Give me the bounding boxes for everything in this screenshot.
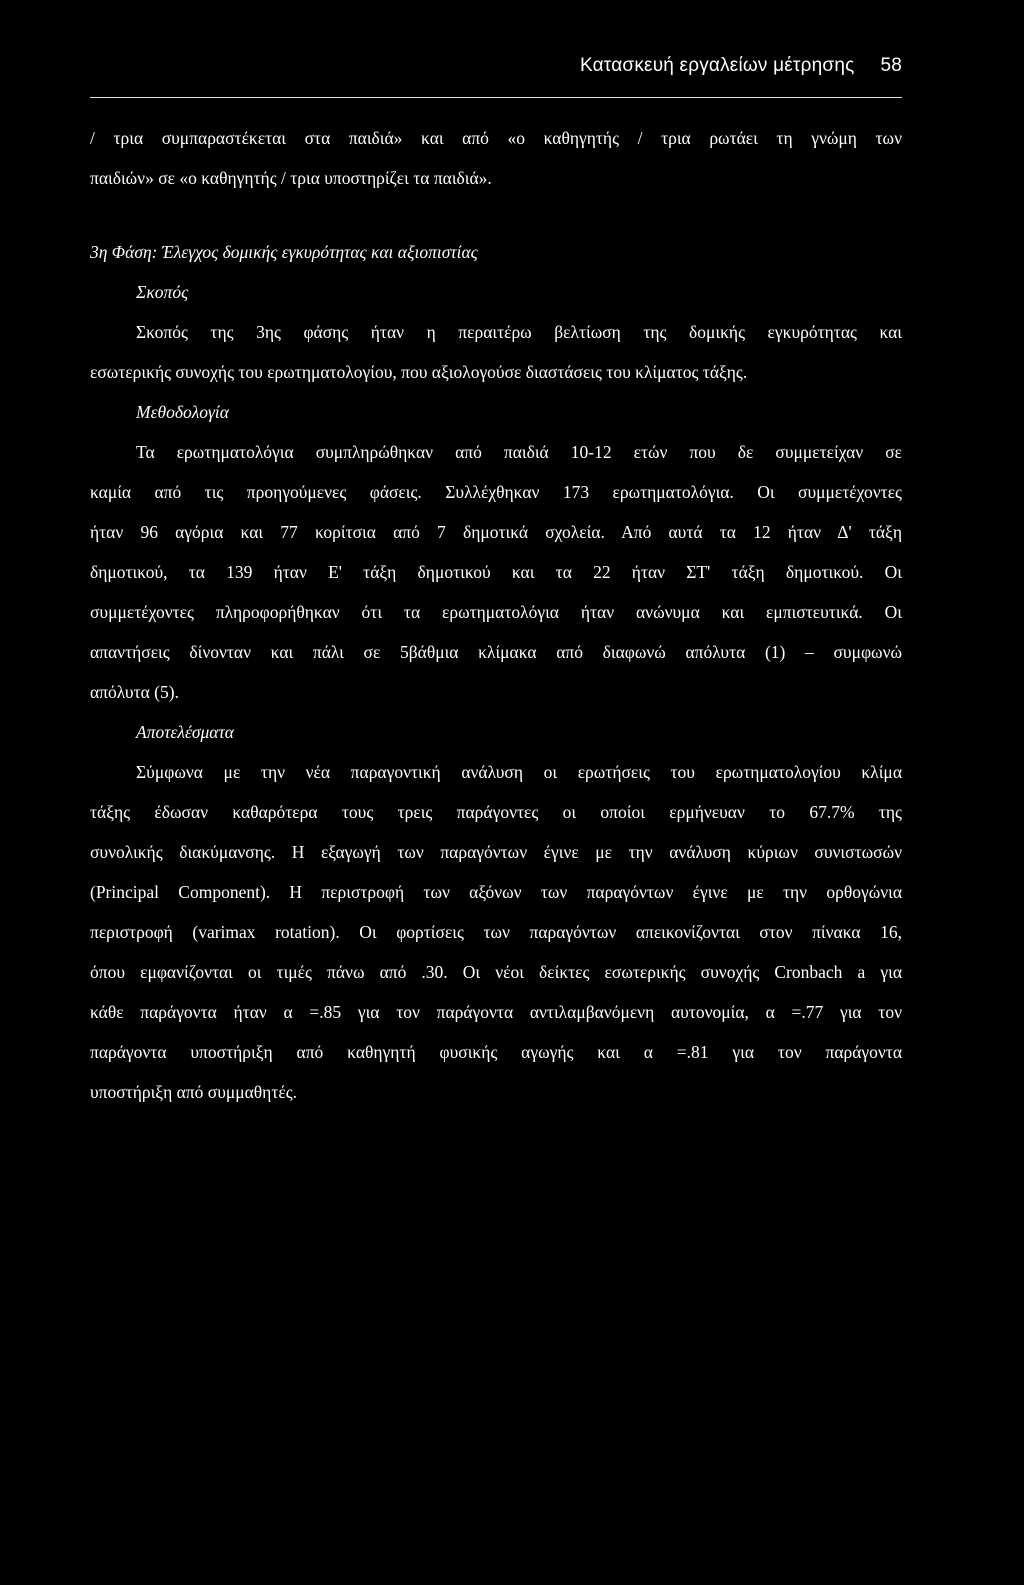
running-header (90, 55, 902, 77)
text-line: συνολικής διακύμανσης. Η εξαγωγή των παραγόντων έγινε με την ανάλυση κύριων συνιστωσών (90, 842, 902, 862)
text-line: ήταν 96 αγόρια και 77 κορίτσια από 7 δημοτικά σχολεία. Από αυτά τα 12 ήταν Δ' τάξη (90, 522, 902, 542)
header-rule (90, 97, 902, 98)
text-line: απόλυτα (5). (90, 682, 179, 702)
body-text (90, 118, 902, 1112)
text-line: όπου εμφανίζονται οι τιμές πάνω από .30. Οι νέοι δείκτες εσωτερικής συνοχής Cronbach a για (90, 962, 902, 982)
text-line: περιστροφή (varimax rotation). Οι φορτίσεις των παραγόντων απεικονίζονται στον πίνακα 16, (90, 922, 902, 942)
text-line: τάξης έδωσαν καθαρότερα τους τρεις παράγοντες οι οποίοι ερμήνευαν το 67.7% της (90, 802, 902, 822)
text-line: συμμετέχοντες πληροφορήθηκαν ότι τα ερωτηματολόγια ήταν ανώνυμα και εμπιστευτικά. Οι (90, 602, 902, 622)
page-number: 58 (880, 55, 902, 76)
text-line: Σκοπός της 3ης φάσης ήταν η περαιτέρω βελτίωση της δομικής εγκυρότητας και (136, 322, 902, 342)
text-line: κάθε παράγοντα ήταν α =.85 για τον παράγοντα αντιλαμβανόμενη αυτονομία, α =.77 για τον (90, 1002, 902, 1022)
text-line: απαντήσεις δίνονταν και πάλι σε 5βάθμια κλίμακα από διαφωνώ απόλυτα (1) – συμφωνώ (90, 642, 902, 662)
text-line: Τα ερωτηματολόγια συμπληρώθηκαν από παιδιά 10-12 ετών που δε συμμετείχαν σε (136, 442, 902, 462)
text-line: παιδιών» σε «ο καθηγητής / τρια υποστηρίζει τα παιδιά». (90, 168, 492, 188)
text-line: υποστήριξη από συμμαθητές. (90, 1082, 298, 1102)
subsection-heading-method: Μεθοδολογία (136, 402, 229, 422)
subsection-heading-aim: Σκοπός (136, 282, 189, 302)
text-line: εσωτερικής συνοχής του ερωτηματολογίου, που αξιολογούσε διαστάσεις του κλίματος τάξης. (90, 362, 748, 382)
subsection-heading-results: Αποτελέσματα (136, 722, 234, 742)
header-title: Κατασκευή εργαλείων μέτρησης (579, 55, 855, 76)
text-line: παράγοντα υποστήριξη από καθηγητή φυσικής αγωγής και α =.81 για τον παράγοντα (90, 1042, 902, 1062)
text-line: καμία από τις προηγούμενες φάσεις. Συλλέχθηκαν 173 ερωτηματολόγια. Οι συμμετέχοντες (90, 482, 902, 502)
text-line: (Principal Component). Η περιστροφή των αξόνων των παραγόντων έγινε με την ορθογώνια (90, 882, 902, 902)
text-line: / τρια συμπαραστέκεται στα παιδιά» και από «ο καθηγητής / τρια ρωτάει τη γνώμη των (90, 128, 902, 148)
section-heading: 3η Φάση: Έλεγχος δομικής εγκυρότητας και αξιοπιστίας (90, 242, 478, 262)
text-line: Σύμφωνα με την νέα παραγοντική ανάλυση οι ερωτήσεις του ερωτηματολογίου κλίμα (136, 762, 902, 782)
text-line: δημοτικού, τα 139 ήταν Ε' τάξη δημοτικού και τα 22 ήταν ΣΤ' τάξη δημοτικού. Οι (90, 562, 902, 582)
